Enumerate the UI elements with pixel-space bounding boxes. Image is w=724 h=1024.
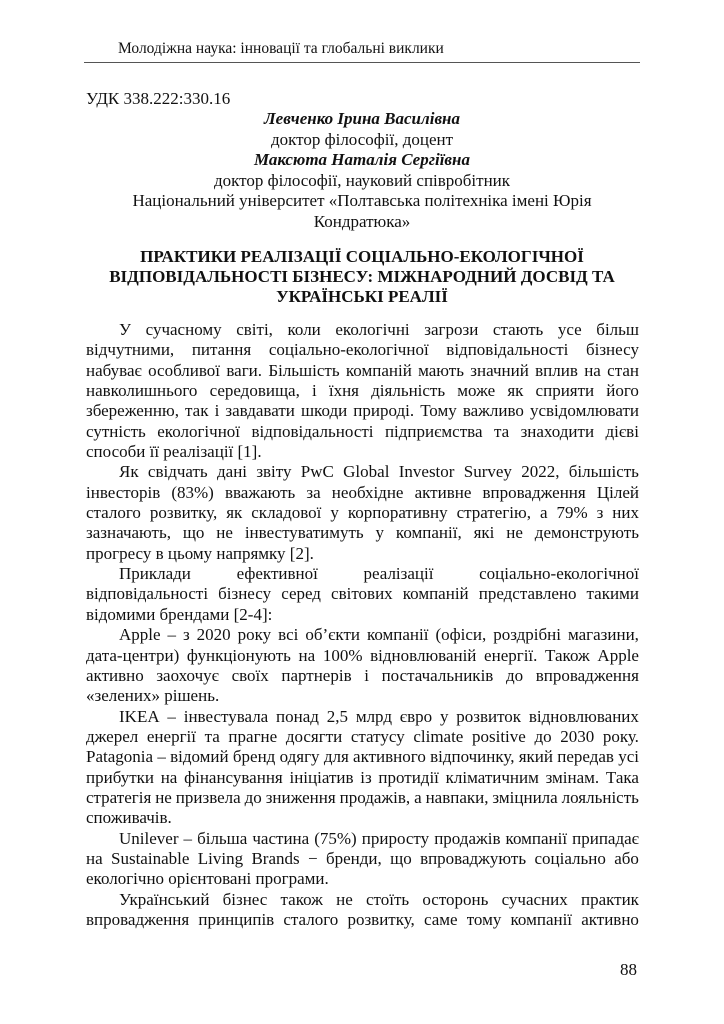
- text-line: зазначають, що не інвестуватимуть у компанії, які не демонструють: [86, 523, 639, 543]
- author-block: [84, 109, 640, 232]
- title-line: УКРАЇНСЬКІ РЕАЛІЇ: [276, 287, 448, 306]
- text-line: відчутними, питання соціально-екологічної відповідальності бізнесу: [86, 340, 639, 360]
- text-line: Patagonia – відомий бренд одягу для активного відпочинку, який передав усі: [86, 747, 639, 767]
- text-line: джерел енергії та прагне досягти статусу climate positive до 2030 року.: [86, 726, 639, 746]
- text-line: відомими брендами [2-4]:: [86, 604, 273, 624]
- author-degree: доктор філософії, доцент: [270, 129, 454, 149]
- text-line: інвесторів (83%) вважають за необхідне активне впровадження Цілей: [86, 482, 639, 502]
- body-text: [86, 320, 639, 930]
- paragraph: [86, 462, 639, 564]
- affiliation-line: Кондратюка»: [313, 211, 411, 231]
- text-line: IKEA – інвестувала понад 2,5 млрд євро у розвиток відновлюваних: [119, 706, 639, 726]
- text-line: Приклади ефективної реалізації соціально-екологічної: [119, 564, 639, 584]
- text-line: прогресу в цьому напрямку [2].: [86, 543, 314, 563]
- paragraph: [86, 564, 639, 625]
- text-line: збереженню, так і завдавати шкоди природі. Тому важливо усвідомлювати: [86, 401, 639, 421]
- paragraph: [86, 890, 639, 931]
- paragraph: [86, 829, 639, 890]
- author-degree: доктор філософії, науковий співробітник: [213, 170, 511, 190]
- text-line: навколишнього середовища, і їхня діяльність може як сприяти його: [86, 381, 639, 401]
- author-name: Левченко Ірина Василівна: [263, 109, 460, 128]
- text-line: прибутки на фінансування ініціатив із протидії кліматичним змінам. Така: [86, 767, 639, 787]
- header-rule: [84, 62, 640, 63]
- author-name: Максюта Наталія Сергіївна: [254, 150, 470, 169]
- text-line: Як свідчать дані звіту PwC Global Investor Survey 2022, більшість: [119, 462, 639, 482]
- text-line: стратегія не призвела до зниження продажів, а навпаки, зміцнила лояльність: [86, 787, 639, 807]
- affiliation-line: Національний університет «Полтавська політехніка імені Юрія: [132, 191, 592, 210]
- text-line: сутність екологічної відповідальності підприємства та знаходити дієві: [86, 421, 639, 441]
- text-line: активно заохочує своїх партнерів і постачальників до впровадження: [86, 665, 639, 685]
- text-line: Unilever – більша частина (75%) приросту продажів компанії припадає: [119, 828, 639, 848]
- text-line: на Sustainable Living Brands − бренди, що впроваджують соціально або: [86, 848, 639, 868]
- text-line: відповідальності бізнесу серед світових компаній представлено такими: [86, 584, 639, 604]
- udc-code: УДК 338.222:330.16: [86, 89, 231, 108]
- text-line: екологічно орієнтовані програми.: [86, 869, 329, 889]
- text-line: «зелених» рішень.: [86, 686, 220, 706]
- text-line: впровадження принципів сталого розвитку, саме тому компанії активно: [86, 909, 639, 929]
- text-line: У сучасному світі, коли екологічні загрози стають усе більш: [119, 320, 639, 339]
- text-line: набуває особливої ваги. Більшість компаній мають значний вплив на стан: [86, 360, 639, 380]
- text-line: дата-центри) функціонують на 100% відновлюваній енергії. Також Apple: [86, 645, 639, 665]
- text-line: Український бізнес також не стоїть осторонь сучасних практик: [119, 889, 639, 909]
- paragraph: [86, 707, 639, 829]
- paragraph: [86, 320, 639, 462]
- paragraph: [86, 625, 639, 706]
- running-header: Молодіжна наука: інновації та глобальні виклики: [118, 40, 444, 57]
- text-line: споживачів.: [86, 808, 172, 828]
- text-line: способи її реалізації [1].: [86, 442, 262, 462]
- title-line: ВІДПОВІДАЛЬНОСТІ БІЗНЕСУ: МІЖНАРОДНИЙ ДОСВІД ТА: [109, 267, 615, 286]
- paper-title: [84, 247, 640, 307]
- title-line: ПРАКТИКИ РЕАЛІЗАЦІЇ СОЦІАЛЬНО-ЕКОЛОГІЧНОЇ: [140, 247, 584, 266]
- page-number: 88: [620, 960, 637, 979]
- text-line: сталого розвитку, як складової у корпоративну стратегію, а 79% з них: [86, 503, 639, 523]
- text-line: Apple – з 2020 року всі об’єкти компанії (офіси, роздрібні магазини,: [119, 625, 639, 645]
